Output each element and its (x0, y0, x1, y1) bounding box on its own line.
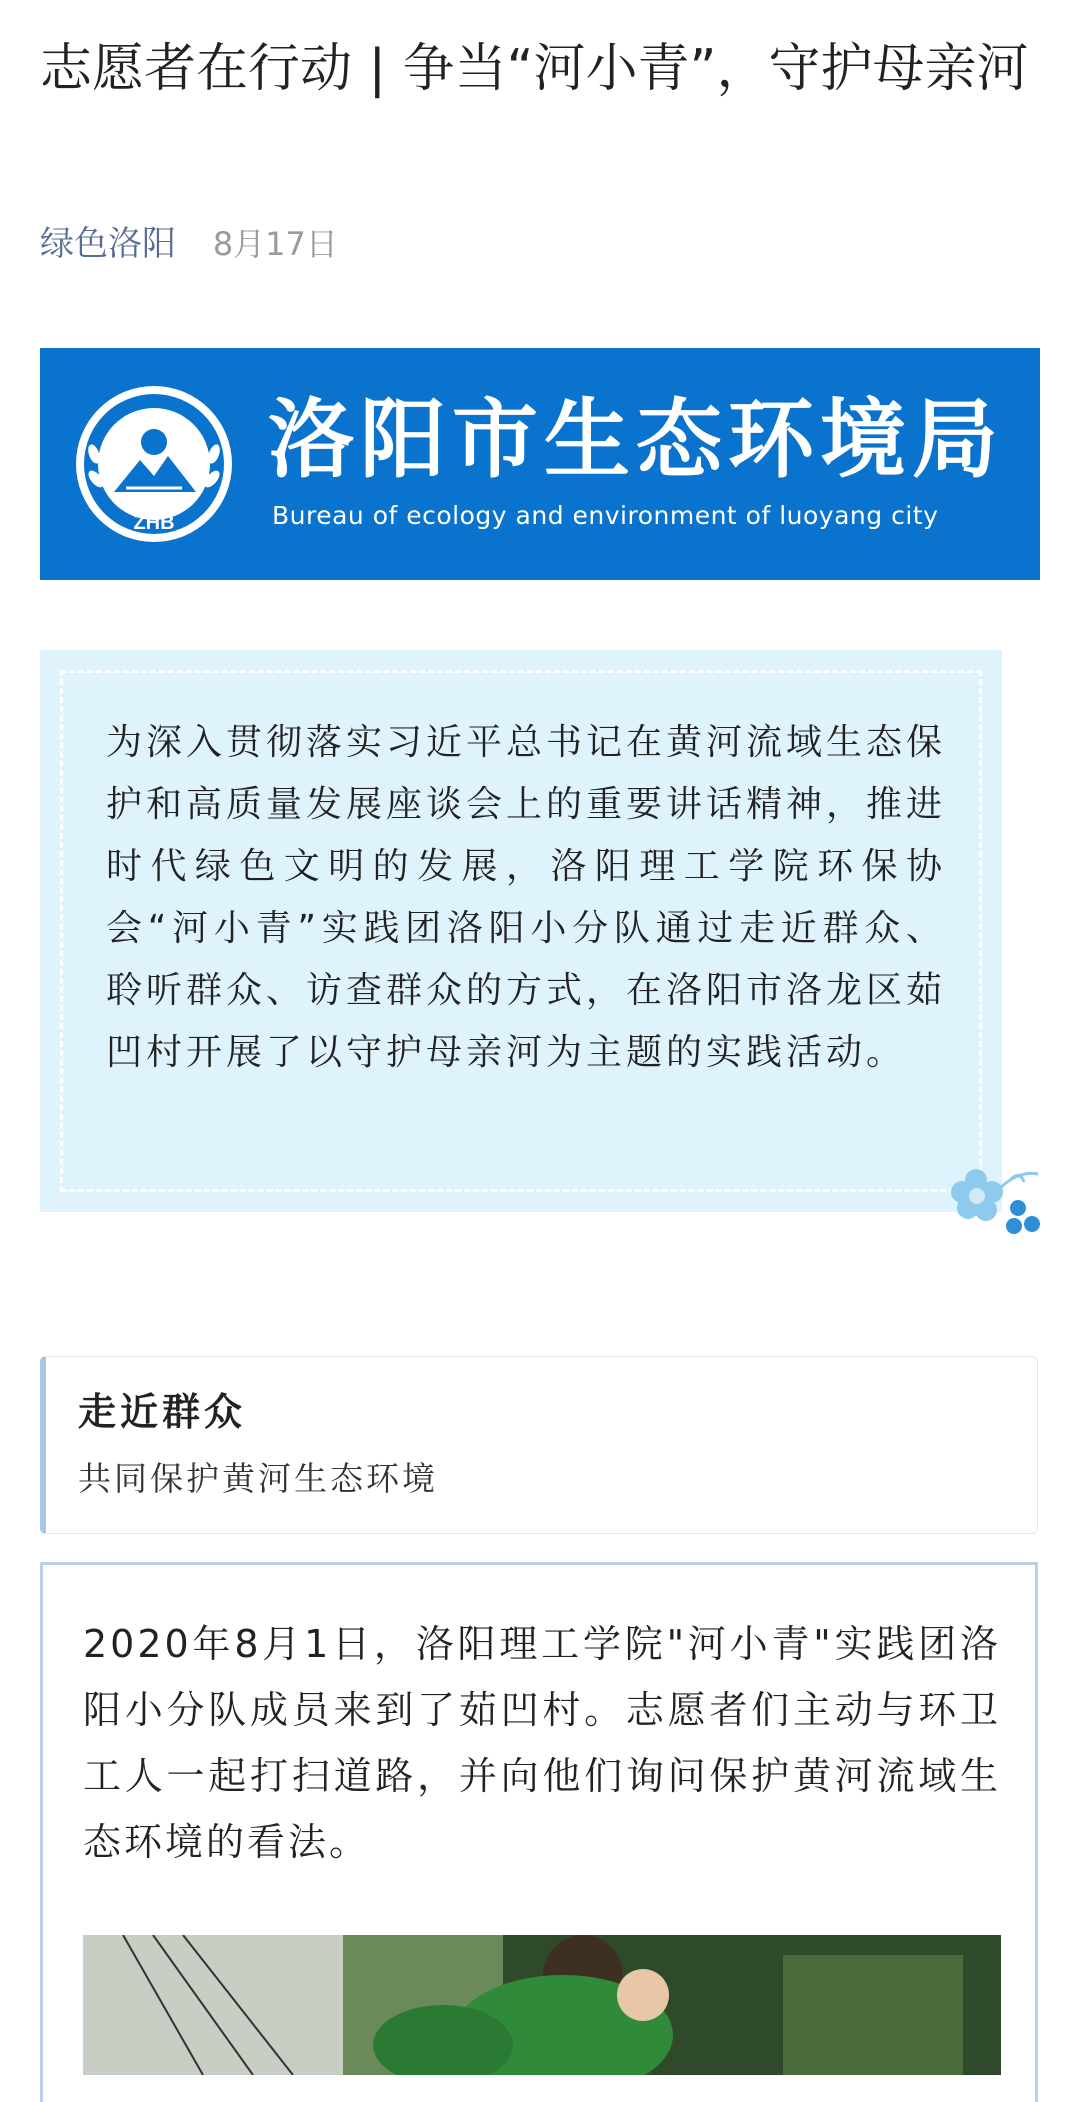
intro-box (40, 650, 1002, 1212)
section-heading-box (40, 1356, 1038, 1534)
section-subtitle: 共同保护黄河生态环境 (78, 1459, 438, 1498)
section-title: 走近群众 (78, 1390, 247, 1434)
content-box (40, 1562, 1038, 2102)
photo-volunteers-icon (83, 1935, 1001, 2075)
bureau-banner (40, 348, 1040, 580)
intro-paragraph: 为深入贯彻落实习近平总书记在黄河流域生态保护和高质量发展座谈会上的重要讲话精神，推进时代绿色文明的发展，洛阳理工学院环保协会“河小青”实践团洛阳小分队通过走近群众、聆听群众、访查群众的方式，在洛阳市洛龙区茹凹村开展了以守护母亲河为主题的实践活动。 (106, 722, 947, 1073)
zhb-emblem-icon (74, 384, 234, 544)
article-title: 志愿者在行动 | 争当“河小青”，守护母亲河 (40, 39, 1029, 99)
logo-text: ZHB (133, 512, 175, 534)
flower-decoration-icon (948, 1160, 1044, 1246)
volunteers-photo[interactable] (83, 1935, 1001, 2075)
content-paragraph: 2020年8月1日，洛阳理工学院"河小青"实践团洛阳小分队成员来到了茹凹村。志愿者们主动与环卫工人一起打扫道路，并向他们询问保护黄河流域生态环境的看法。 (83, 1622, 1001, 1864)
account-name-link[interactable]: 绿色洛阳 (40, 224, 176, 264)
banner-title: 洛阳市生态环境局 (268, 390, 1004, 490)
article-meta (40, 214, 338, 274)
banner-subtitle: Bureau of ecology and environment of luoyang city (272, 501, 939, 530)
publish-date: 8月17日 (212, 225, 338, 263)
